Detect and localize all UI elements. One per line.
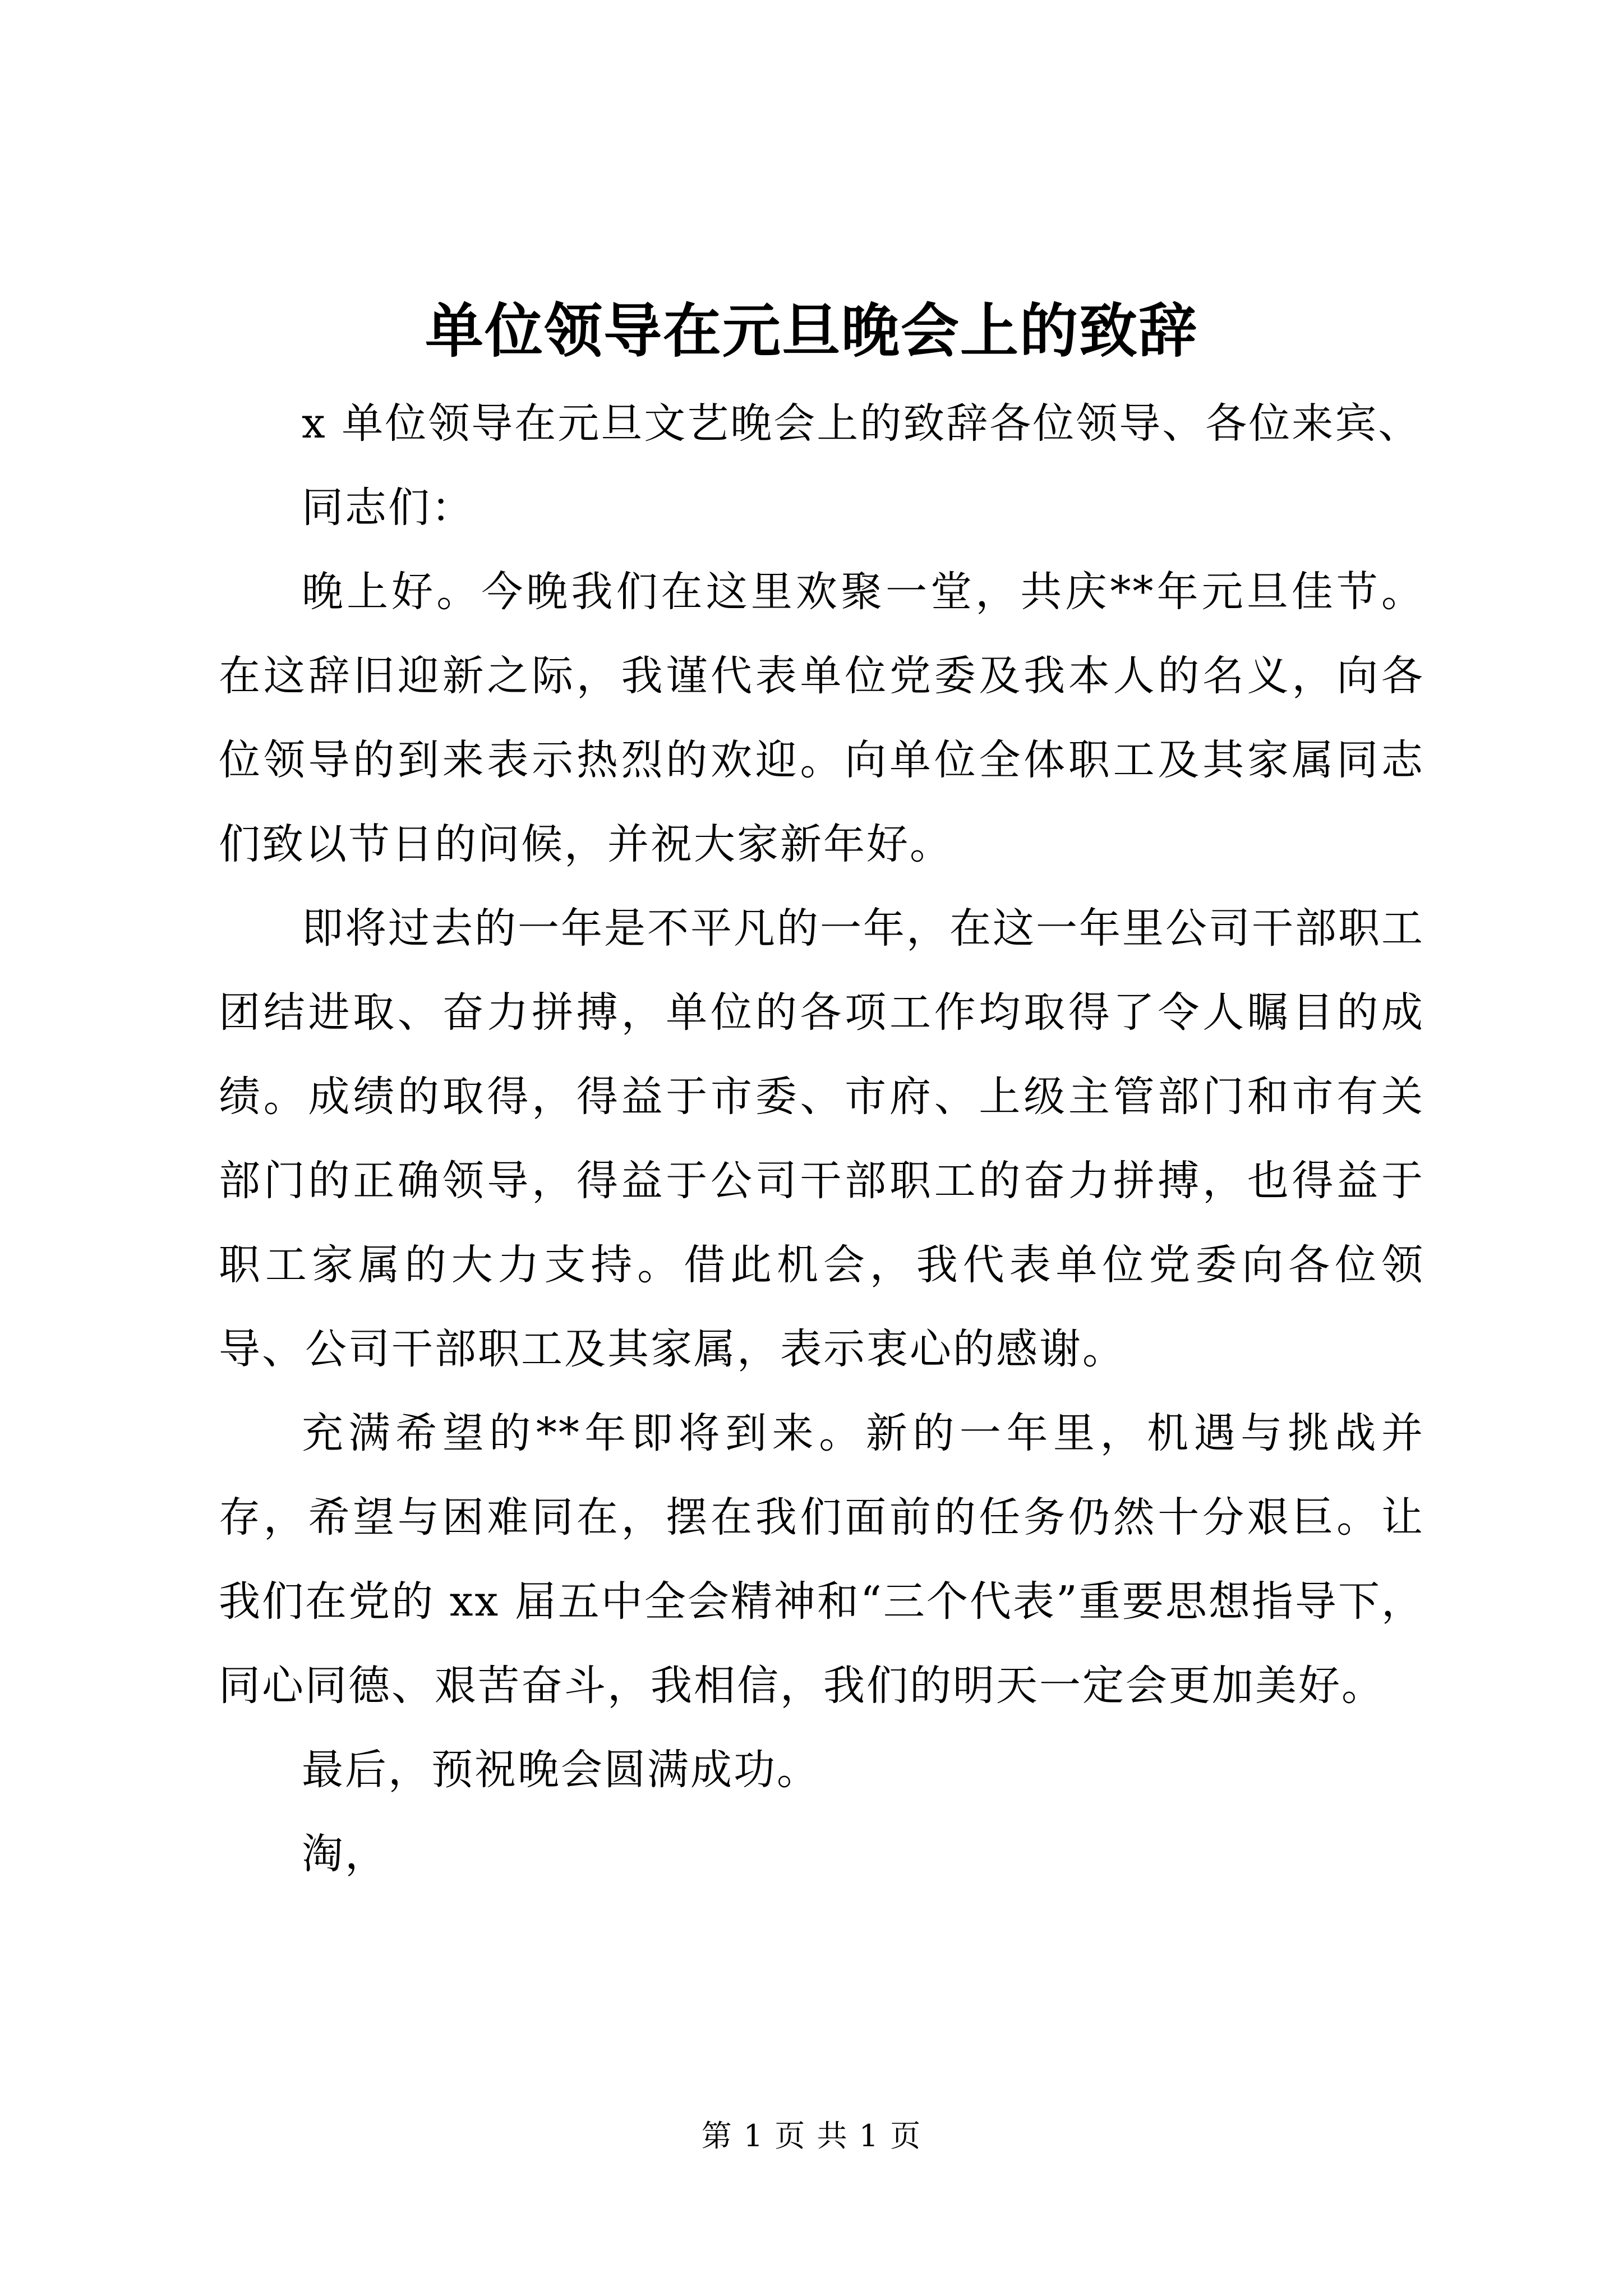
- paragraph-review: 即将过去的一年是不平凡的一年，在这一年里公司干部职工团结进取、奋力拼搏，单位的各项工作均取得了令人瞩目的成绩。成绩的取得，得益于市委、市府、上级主管部门和市有关部门的正确领导，得益于公司干部职工的奋力拼搏，也得益于职工家属的大力支持。借此机会，我代表单位党委向各位领导、公司干部职工及其家属，表示衷心的感谢。: [219, 904, 1424, 1373]
- document-body: [219, 381, 1424, 1896]
- paragraph-closing: 最后，预祝晚会圆满成功。: [302, 1746, 820, 1794]
- paragraph-intro: x 单位领导在元旦文艺晚会上的致辞各位领导、各位来宾、: [302, 399, 1422, 448]
- document-title: 单位领导在元旦晚会上的致辞: [425, 296, 1198, 365]
- paragraph-trailing: 淘，: [302, 1830, 388, 1878]
- paragraph-greeting: 晚上好。今晚我们在这里欢聚一堂，共庆**年元旦佳节。在这辞旧迎新之际，我谨代表单位党委及我本人的名义，向各位领导的到来表示热烈的欢迎。向单位全体职工及其家属同志们致以节日的问候，并祝大家新年好。: [219, 568, 1424, 868]
- paragraph-salutation: 同志们：: [302, 484, 474, 532]
- page-footer: 第 1 页 共 1 页: [701, 2118, 922, 2154]
- paragraph-outlook: 充满希望的**年即将到来。新的一年里，机遇与挑战并存，希望与困难同在，摆在我们面前的任务仍然十分艰巨。让我们在党的 xx 届五中全会精神和“三个代表”重要思想指导下，同心同德、艰苦奋斗，我相信，我们的明天一定会更加美好。: [219, 1409, 1424, 1710]
